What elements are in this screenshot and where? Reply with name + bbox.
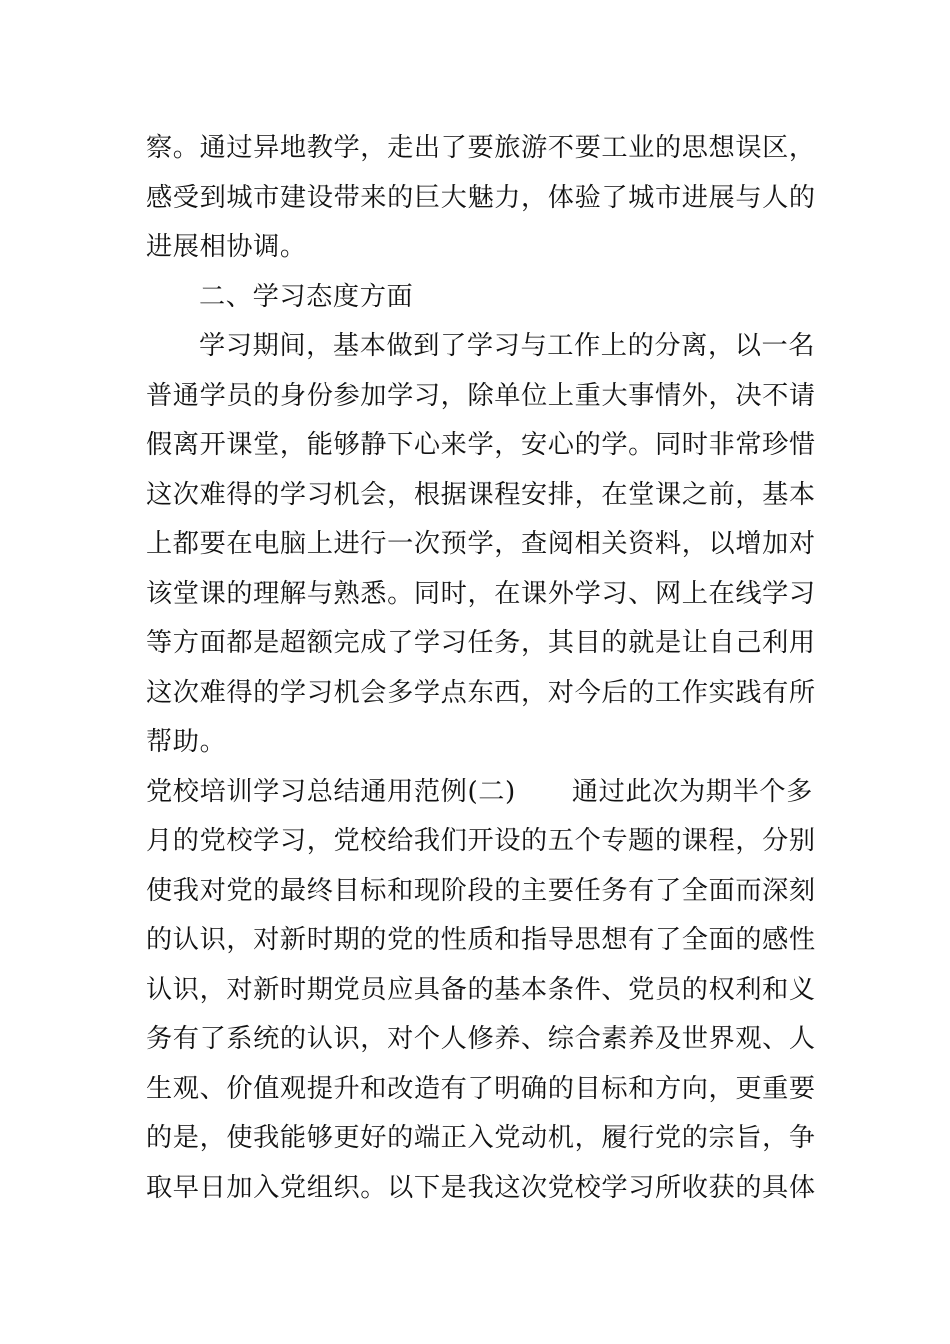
title-line [146,768,826,818]
text-line: 学习期间，基本做到了学习与工作上的分离，以一名 [199,331,816,361]
text-line: 务有了系统的认识，对个人修养、综合素养及世界观、人 [146,1024,816,1054]
text-line: 通过此次为期半个多 [571,776,813,807]
text-line: 该堂课的理解与熟悉。同时，在课外学习、网上在线学习 [146,578,816,609]
section-heading: 二、学习态度方面 [199,281,414,312]
text-line: 的是，使我能够更好的端正入党动机，履行党的宗旨，争 [146,1123,816,1153]
document-body [146,124,826,1213]
text-line: 月的党校学习，党校给我们开设的五个专题的课程，分别 [146,826,816,856]
text-line: 取早日加入党组织。以下是我这次党校学习所收获的具体 [146,1172,816,1203]
text-line: 感受到城市建设带来的巨大魅力，体验了城市进展与人的 [146,182,816,213]
text-line: 察。通过异地教学，走出了要旅游不要工业的思想误区， [146,133,816,163]
text-line: 假离开课堂，能够静下心来学，安心的学。同时非常珍惜 [146,430,816,460]
text-line: 这次难得的学习机会多学点东西，对今后的工作实践有所 [146,677,816,708]
text-line: 上都要在电脑上进行一次预学，查阅相关资料，以增加对 [146,529,816,559]
section-title: 党校培训学习总结通用范例(二) [146,776,516,807]
text-line: 这次难得的学习机会，根据课程安排，在堂课之前，基本 [146,479,816,510]
text-line: 等方面都是超额完成了学习任务，其目的就是让自己利用 [146,628,816,658]
text-line: 普通学员的身份参加学习，除单位上重大事情外，决不请 [146,380,816,411]
text-line: 生观、价值观提升和改造有了明确的目标和方向，更重要 [146,1073,816,1104]
text-line: 使我对党的最终目标和现阶段的主要任务有了全面而深刻 [146,875,816,906]
text-line: 认识，对新时期党员应具备的基本条件、党员的权利和义 [146,974,816,1005]
text-line: 的认识，对新时期的党的性质和指导思想有了全面的感性 [146,925,816,955]
text-line: 进展相协调。 [146,232,307,262]
text-line: 帮助。 [146,727,227,757]
